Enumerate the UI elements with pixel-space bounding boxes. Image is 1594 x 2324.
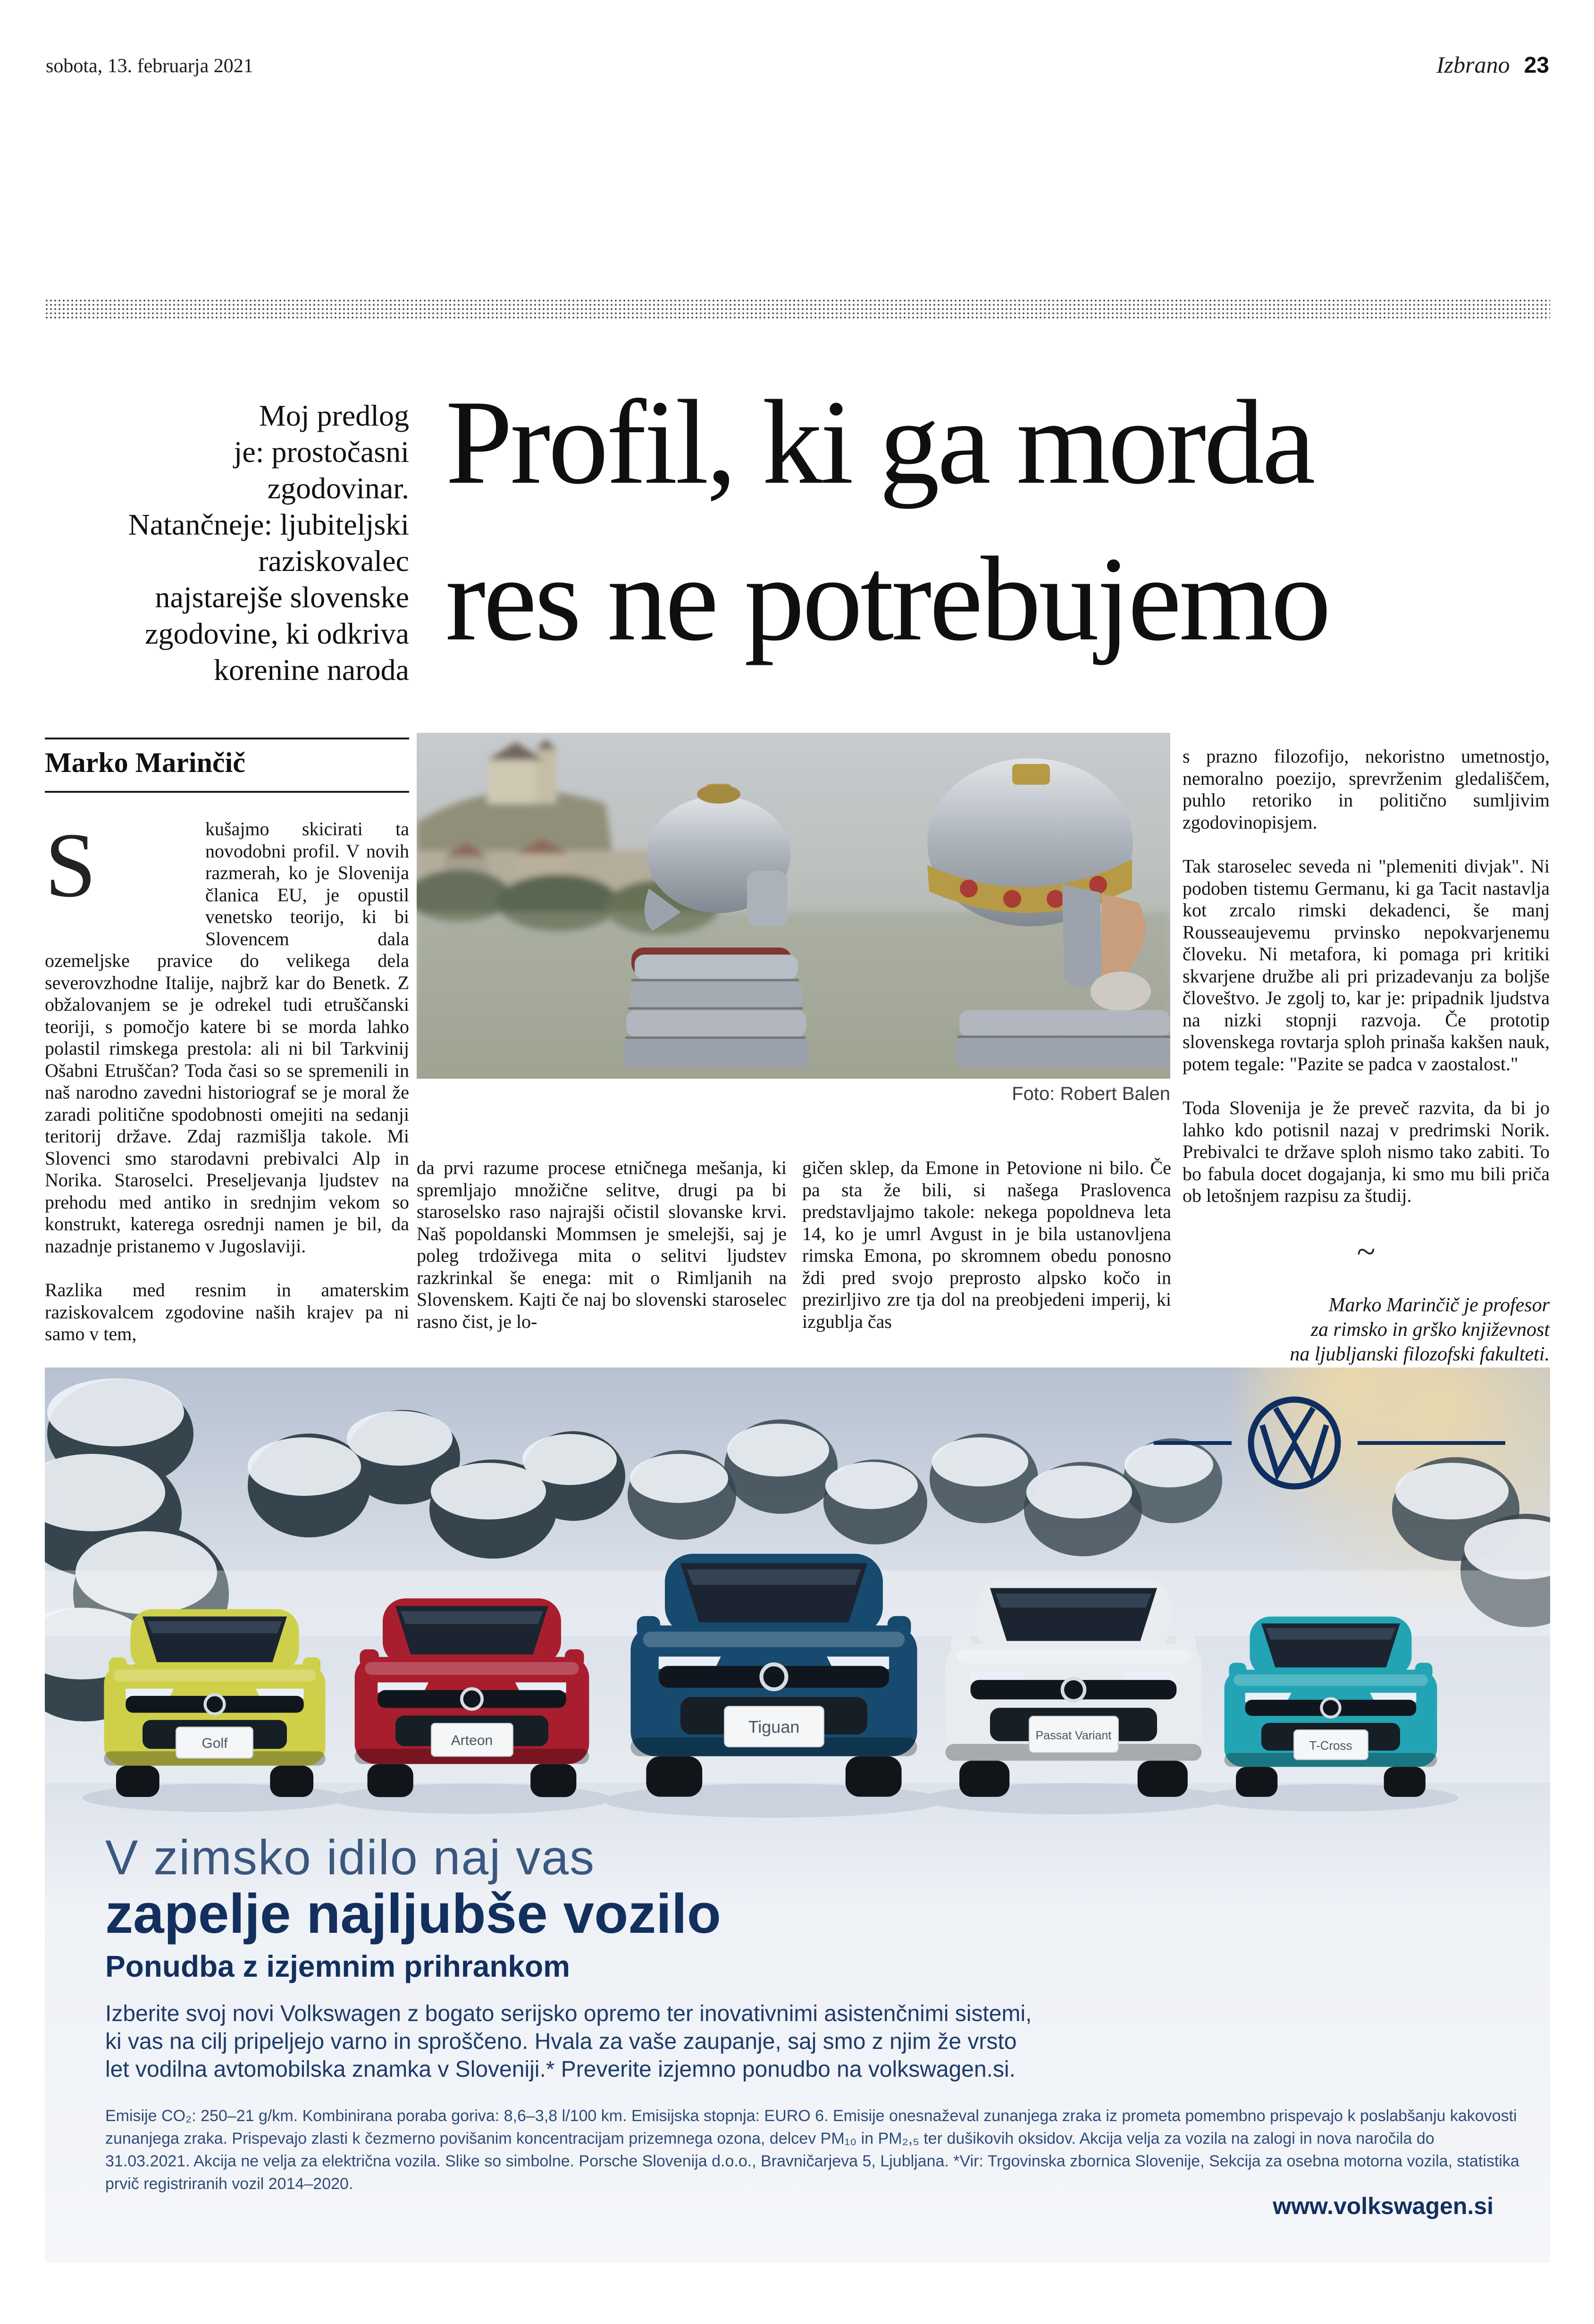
byline-rule-bottom bbox=[45, 791, 409, 793]
paragraph bbox=[45, 1279, 409, 1345]
volkswagen-advertisement bbox=[45, 1368, 1550, 2263]
author-bio bbox=[1183, 1293, 1550, 1367]
page-number: 23 bbox=[1524, 53, 1549, 78]
paragraph bbox=[45, 814, 409, 1257]
body-column-3 bbox=[802, 1157, 1171, 1346]
body-column-1 bbox=[45, 814, 409, 1349]
tilde-divider: ~ bbox=[1357, 1232, 1376, 1270]
photo-caption: Foto: Robert Balen bbox=[1012, 1083, 1170, 1104]
bio-line: Marko Marinčič je profesor bbox=[1328, 1294, 1550, 1316]
masthead-date: sobota, 13. februarja 2021 bbox=[46, 55, 253, 77]
standfirst-line: zgodovine, ki odkriva bbox=[145, 617, 409, 650]
masthead-right bbox=[1436, 51, 1549, 78]
article-photo bbox=[417, 733, 1170, 1079]
paragraph-text: da prvi razume procese etničnega mešanja, ki spremljajo množične selitve, drugi pa bi staroselsko raso najrajši očistil slovanske krvi. Naš popoldanski Mommsen je smelejši, saj je poleg trdoživega mita o selitvi ljudstev razkrinkal še enega: mit o Rimljanih na Slovenskem. Kajti če naj bo slovenski staroselec rasno čist, je lo- bbox=[417, 1157, 787, 1332]
ad-website-url: www.volkswagen.si bbox=[1273, 2193, 1493, 2219]
paragraph-text: Razlika med resnim in amaterskim raziskovalcem zgodovine naših krajev pa ni samo v tem, bbox=[45, 1279, 409, 1344]
standfirst-line: zgodovinar. bbox=[267, 471, 409, 505]
paragraph-text: Tak staroselec seveda ni "plemeniti divjak". Ni podoben tistemu Germanu, ki ga Tacit nastavlja kot zrcalo rimski dekadenci, še manj Rousseaujevemu prvinsko nepokvarjenemu človeku. Ni metafora, ki pomaga pri kritiki skvarjene družbe ali pri prizadevanju za boljše človeštvo. Je zgolj to, kar je: pripadnik ljudstva na nizki stopnji razvoja. Če prototip slovenskega rovtarja sploh prinaša kakšen nauk, potem tegale: "Pazite se padca v zaostalost." bbox=[1183, 856, 1550, 1074]
body-column-2 bbox=[417, 1157, 787, 1346]
paragraph-text: Toda Slovenija je že preveč razvita, da bi jo lahko kdo potisnil nazaj v predrimski Norik. Prebivalci te države sploh nismo tako zabiti. To bo fabula docet dogajanja, ki smo mu bili priča ob letošnjem razpisu za študij. bbox=[1183, 1097, 1550, 1206]
author-byline: Marko Marinčič bbox=[45, 747, 245, 778]
drop-cap: S bbox=[45, 814, 97, 916]
plate-label: Golf bbox=[201, 1736, 228, 1751]
bio-line: na ljubljanski filozofski fakulteti. bbox=[1290, 1343, 1550, 1365]
standfirst-line: je: prostočasni bbox=[234, 435, 409, 469]
standfirst bbox=[45, 397, 409, 688]
roman-soldiers-photo-illustration bbox=[417, 733, 1170, 1079]
dotted-separator bbox=[45, 299, 1550, 319]
plate-label: Arteon bbox=[451, 1733, 493, 1748]
standfirst-line: korenine naroda bbox=[213, 653, 409, 687]
article-headline bbox=[445, 364, 1531, 678]
plate-label: Tiguan bbox=[748, 1717, 800, 1737]
bio-line: za rimsko in grško književnost bbox=[1310, 1318, 1550, 1341]
ad-subheadline: Ponudba z izjemnim prihrankom bbox=[105, 1949, 570, 1983]
ad-legal-text: Emisije CO₂: 250–21 g/km. Kombinirana poraba goriva: 8,6–3,8 l/100 km. Emisijska stopnja: EURO 6. Emisije onesnaževal zunanjega zraka iz prometa pomembno prispevajo k poslabšanju kakovosti zunanjega zraka. Prispevajo zlasti k čezmerno povišanim koncentracijam prizemnega ozona, delcev PM₁₀ in PM₂,₅ ter dušikovih oksidov. Akcija velja za vozila na zalogi in nova naročila do 31.03.2021. Akcija ne velja za električna vozila. Slike so simbolne. Porsche Slovenija d.o.o., Bravničarjeva 5, Ljubljana. *Vir: Trgovinska zbornica Slovenije, Sekcija za osebna motorna vozila, statistika prvič registriranih vozil 2014–2020. bbox=[105, 2107, 1519, 2193]
byline-rule-top bbox=[45, 738, 409, 739]
ad-headline-bold: zapelje najljubše vozilo bbox=[105, 1883, 721, 1945]
headline-line: res ne potrebujemo bbox=[445, 532, 1329, 666]
standfirst-line: raziskovalec bbox=[258, 544, 409, 578]
section-name: Izbrano bbox=[1436, 51, 1510, 78]
body-column-4 bbox=[1183, 746, 1550, 1365]
standfirst-line: najstarejše slovenske bbox=[155, 580, 409, 614]
standfirst-line: Natančneje: ljubiteljski bbox=[128, 508, 409, 541]
ad-body-text: Izberite svoj novi Volkswagen z bogato serijsko opremo ter inovativnimi asistenčnimi sistemi, ki vas na cilj pripeljejo varno in sproščeno. Hvala za vaše zaupanje, saj smo z njim že vrsto let vodilna avtomobilska znamka v Sloveniji.* Preverite izjemno ponudbo na volkswagen.si. bbox=[105, 2001, 1032, 2082]
headline-line: Profil, ki ga morda bbox=[445, 376, 1313, 509]
ad-headline-light: V zimsko idilo naj vas bbox=[105, 1830, 596, 1885]
standfirst-line: Moj predlog bbox=[259, 399, 409, 432]
paragraph-text: kušajmo skicirati ta novodobni profil. V novih razmerah, ko je Slovenija članica EU, je opustil venetsko teorijo, ki bi Slovencem dala ozemeljske pravice do velikega dela severovzhodne Italije, najbrž kar do Benetk. Z obžalovanjem se je odrekel tudi etruščanski teoriji, s pomočjo katere bi se morda lahko polastil rimskega prestola: ali ni bil Tarkvinij Ošabni Etruščan? Toda časi so se spremenili in naš narodno zavedni historiograf se je moral že zaradi politične spodobnosti omejiti na sedanji teritorij države. Zdaj razmišlja takole. Mi Slovenci smo starodavni prebivalci Alp in Norika. Staroselci. Preseljevanja ljudstev na prehodu med antiko in srednjim vekom so konstrukt, katerega osrednji namen je bil, da nazadnje pristanemo v Jugoslaviji. bbox=[45, 818, 409, 1257]
paragraph-text: s prazno filozofijo, nekoristno umetnostjo, nemoralno poezijo, sprevrženim gledališčem, puhlo retoriko in politično sumljivim zgodovinopisjem. bbox=[1183, 746, 1550, 833]
paragraph-text: gičen sklep, da Emone in Petovione ni bilo. Če pa sta že bili, si našega Praslovenca predstavljajmo takole: nekega popoldneva leta 14, ko je umrl Avgust in je bila ustanovljena rimska Emona, po skromnem obedu ponosno ždi pred svojo preprosto alpsko kočo in prezirljivo zre tja dol na preobjedeni imperij, ki izgublja čas bbox=[802, 1157, 1171, 1332]
plate-label: T-Cross bbox=[1309, 1738, 1352, 1753]
plate-label: Passat Variant bbox=[1035, 1729, 1112, 1742]
